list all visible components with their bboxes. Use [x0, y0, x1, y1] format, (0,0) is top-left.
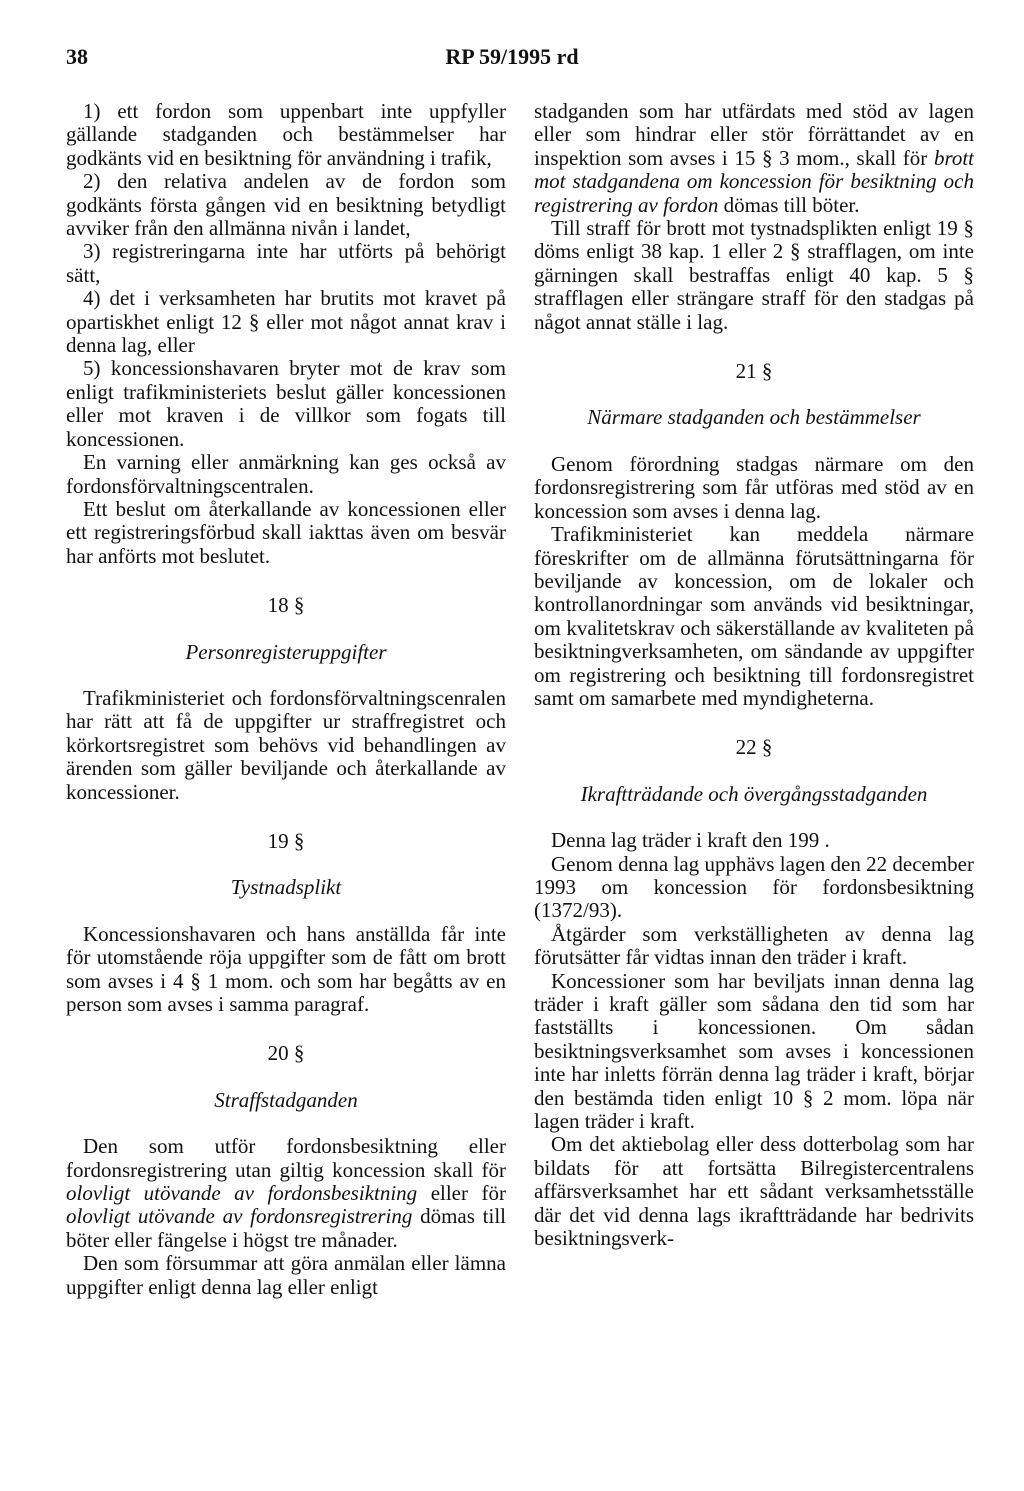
- page-header: [66, 44, 958, 78]
- list-item: 3) registreringarna inte har utförts på behörigt sätt,: [66, 239, 506, 287]
- list-item: 2) den relativa andelen av de fordon som godkänts första gången vid en besiktning betydligt avviker från den allmänna nivån i landet,: [66, 169, 506, 241]
- left-column: [66, 100, 506, 1299]
- section-20-title: Straffstadganden: [214, 1087, 358, 1112]
- section-19-paragraph: Koncessionshavaren och hans anställda får inte för utomstående röja uppgifter som de fått om brott som avses i 4 § 1 mom. och som har begåtts av en person som avses i samma paragraf.: [66, 921, 506, 1016]
- running-head: RP 59/1995 rd: [445, 44, 579, 69]
- section-18-number: 18 §: [267, 593, 305, 618]
- section-22-paragraph-2: Genom denna lag upphävs lagen den 22 december 1993 om koncession för fordonsbesiktning (1372/93).: [534, 851, 974, 923]
- section-19-title: Tystnadsplikt: [230, 875, 342, 900]
- section-21-paragraph-2: Trafikministeriet kan meddela närmare föreskrifter om de allmänna förutsättningarna för beviljande av koncession, om de lokaler och kontrollanordningar som används vid besiktningar, om kvalitetskrav och säkerställande av kvaliteten på besiktningverksamheten, om sändande av uppgifter om registrering och besiktning till fordonsregistret samt om samarbete med myndigheterna.: [534, 522, 974, 710]
- paragraph-secrecy-penalty: Till straff för brott mot tystnadsplikten enligt 19 § döms enligt 38 kap. 1 eller 2 § strafflagen, om inte gärningen skall bestraffas enligt 40 kap. 5 § strafflagen eller strängare straff för den stadgas på något annat ställe i lag.: [534, 216, 974, 334]
- paragraph-appeal: Ett beslut om återkallande av koncessionen eller ett registreringsförbud skall iakttas även om besvär har anförts mot beslutet.: [66, 496, 506, 568]
- offence-name: brott mot stadgandena om koncession för besiktning och registrering av fordon: [534, 145, 974, 217]
- section-21-number: 21 §: [735, 359, 773, 384]
- section-20-paragraph: [66, 1135, 506, 1252]
- text-run: dömas till böter eller fängelse i högst tre månader.: [66, 1204, 506, 1252]
- section-22-paragraph-4: Koncessioner som har beviljats innan denna lag träder i kraft gäller som sådana den tid som har fastställts i koncessionen. Om sådan besiktningsverksamhet som avses i koncessionen inte har inletts förrän denna lag träder i kraft, börjar den bestämda tiden enligt 10 § 2 mom. löpa när lagen träder i kraft.: [534, 968, 974, 1134]
- text-run: dömas till böter.: [718, 192, 860, 217]
- section-22-paragraph: Denna lag träder i kraft den 199 .: [551, 828, 830, 853]
- section-22-number: 22 §: [735, 735, 773, 760]
- right-column: [534, 100, 974, 1250]
- paragraph-warning: En varning eller anmärkning kan ges också av fordonsförvaltningscentralen.: [66, 450, 506, 498]
- text-run: Den som utför fordonsbesiktning eller fordonsregistrering utan giltig koncession skall för: [66, 1134, 506, 1182]
- list-item: 4) det i verksamheten har brutits mot kravet på opartiskhet enligt 12 § eller mot något annat krav i denna lag, eller: [66, 286, 506, 358]
- section-21-paragraph: Genom förordning stadgas närmare om den fordonsregistrering som får utföras med stöd av en koncession som avses i denna lag.: [534, 451, 974, 523]
- section-22-paragraph-5: Om det aktiebolag eller dess dotterbolag som har bildats för att fortsätta Bilregistercentralens affärsverksamhet har ett sådant verksamhetsställe där det vid denna lags ikraftträdande har bedrivits besiktningsverk-: [534, 1132, 974, 1251]
- section-19-number: 19 §: [267, 828, 305, 853]
- offence-name: olovligt utövande av fordonsbesiktning: [66, 1181, 418, 1206]
- offence-name: olovligt utövande av fordonsregistrering: [66, 1204, 413, 1229]
- page-number: 38: [66, 44, 88, 69]
- section-21-title: Närmare stadganden och bestämmelser: [587, 405, 921, 430]
- text-run: stadganden som har utfärdats med stöd av lagen eller som hindrar eller stör förrättandet av en inspektion som avses i 15 § 3 mom., skall för: [534, 99, 974, 170]
- section-18-title: Personregisteruppgifter: [185, 639, 387, 664]
- section-20-paragraph-2: Den som försummar att göra anmälan eller lämna uppgifter enligt denna lag eller enligt: [66, 1251, 506, 1299]
- list-item: 5) koncessionshavaren bryter mot de krav som enligt trafikministeriets beslut gäller koncessionen eller mot kraven i de villkor som fogats till koncessionen.: [66, 356, 506, 451]
- section-18-paragraph: Trafikministeriet och fordonsförvaltningscenralen har rätt att få de uppgifter ur straffregistret och körkortsregistret som behövs vid behandlingen av ärenden som gäller beviljande och återkallande av koncessioner.: [66, 685, 506, 804]
- continued-paragraph: [534, 100, 974, 217]
- section-20-number: 20 §: [267, 1041, 305, 1066]
- section-22-title: Ikraftträdande och övergångsstadganden: [580, 781, 928, 806]
- text-run: eller för: [417, 1181, 506, 1206]
- list-item: 1) ett fordon som uppenbart inte uppfyller gällande stadganden och bestämmelser har godkänts vid en besiktning för användning i trafik,: [66, 99, 506, 170]
- section-22-paragraph-3: Åtgärder som verkställigheten av denna lag förutsätter får vidtas innan den träder i kraft.: [534, 921, 974, 970]
